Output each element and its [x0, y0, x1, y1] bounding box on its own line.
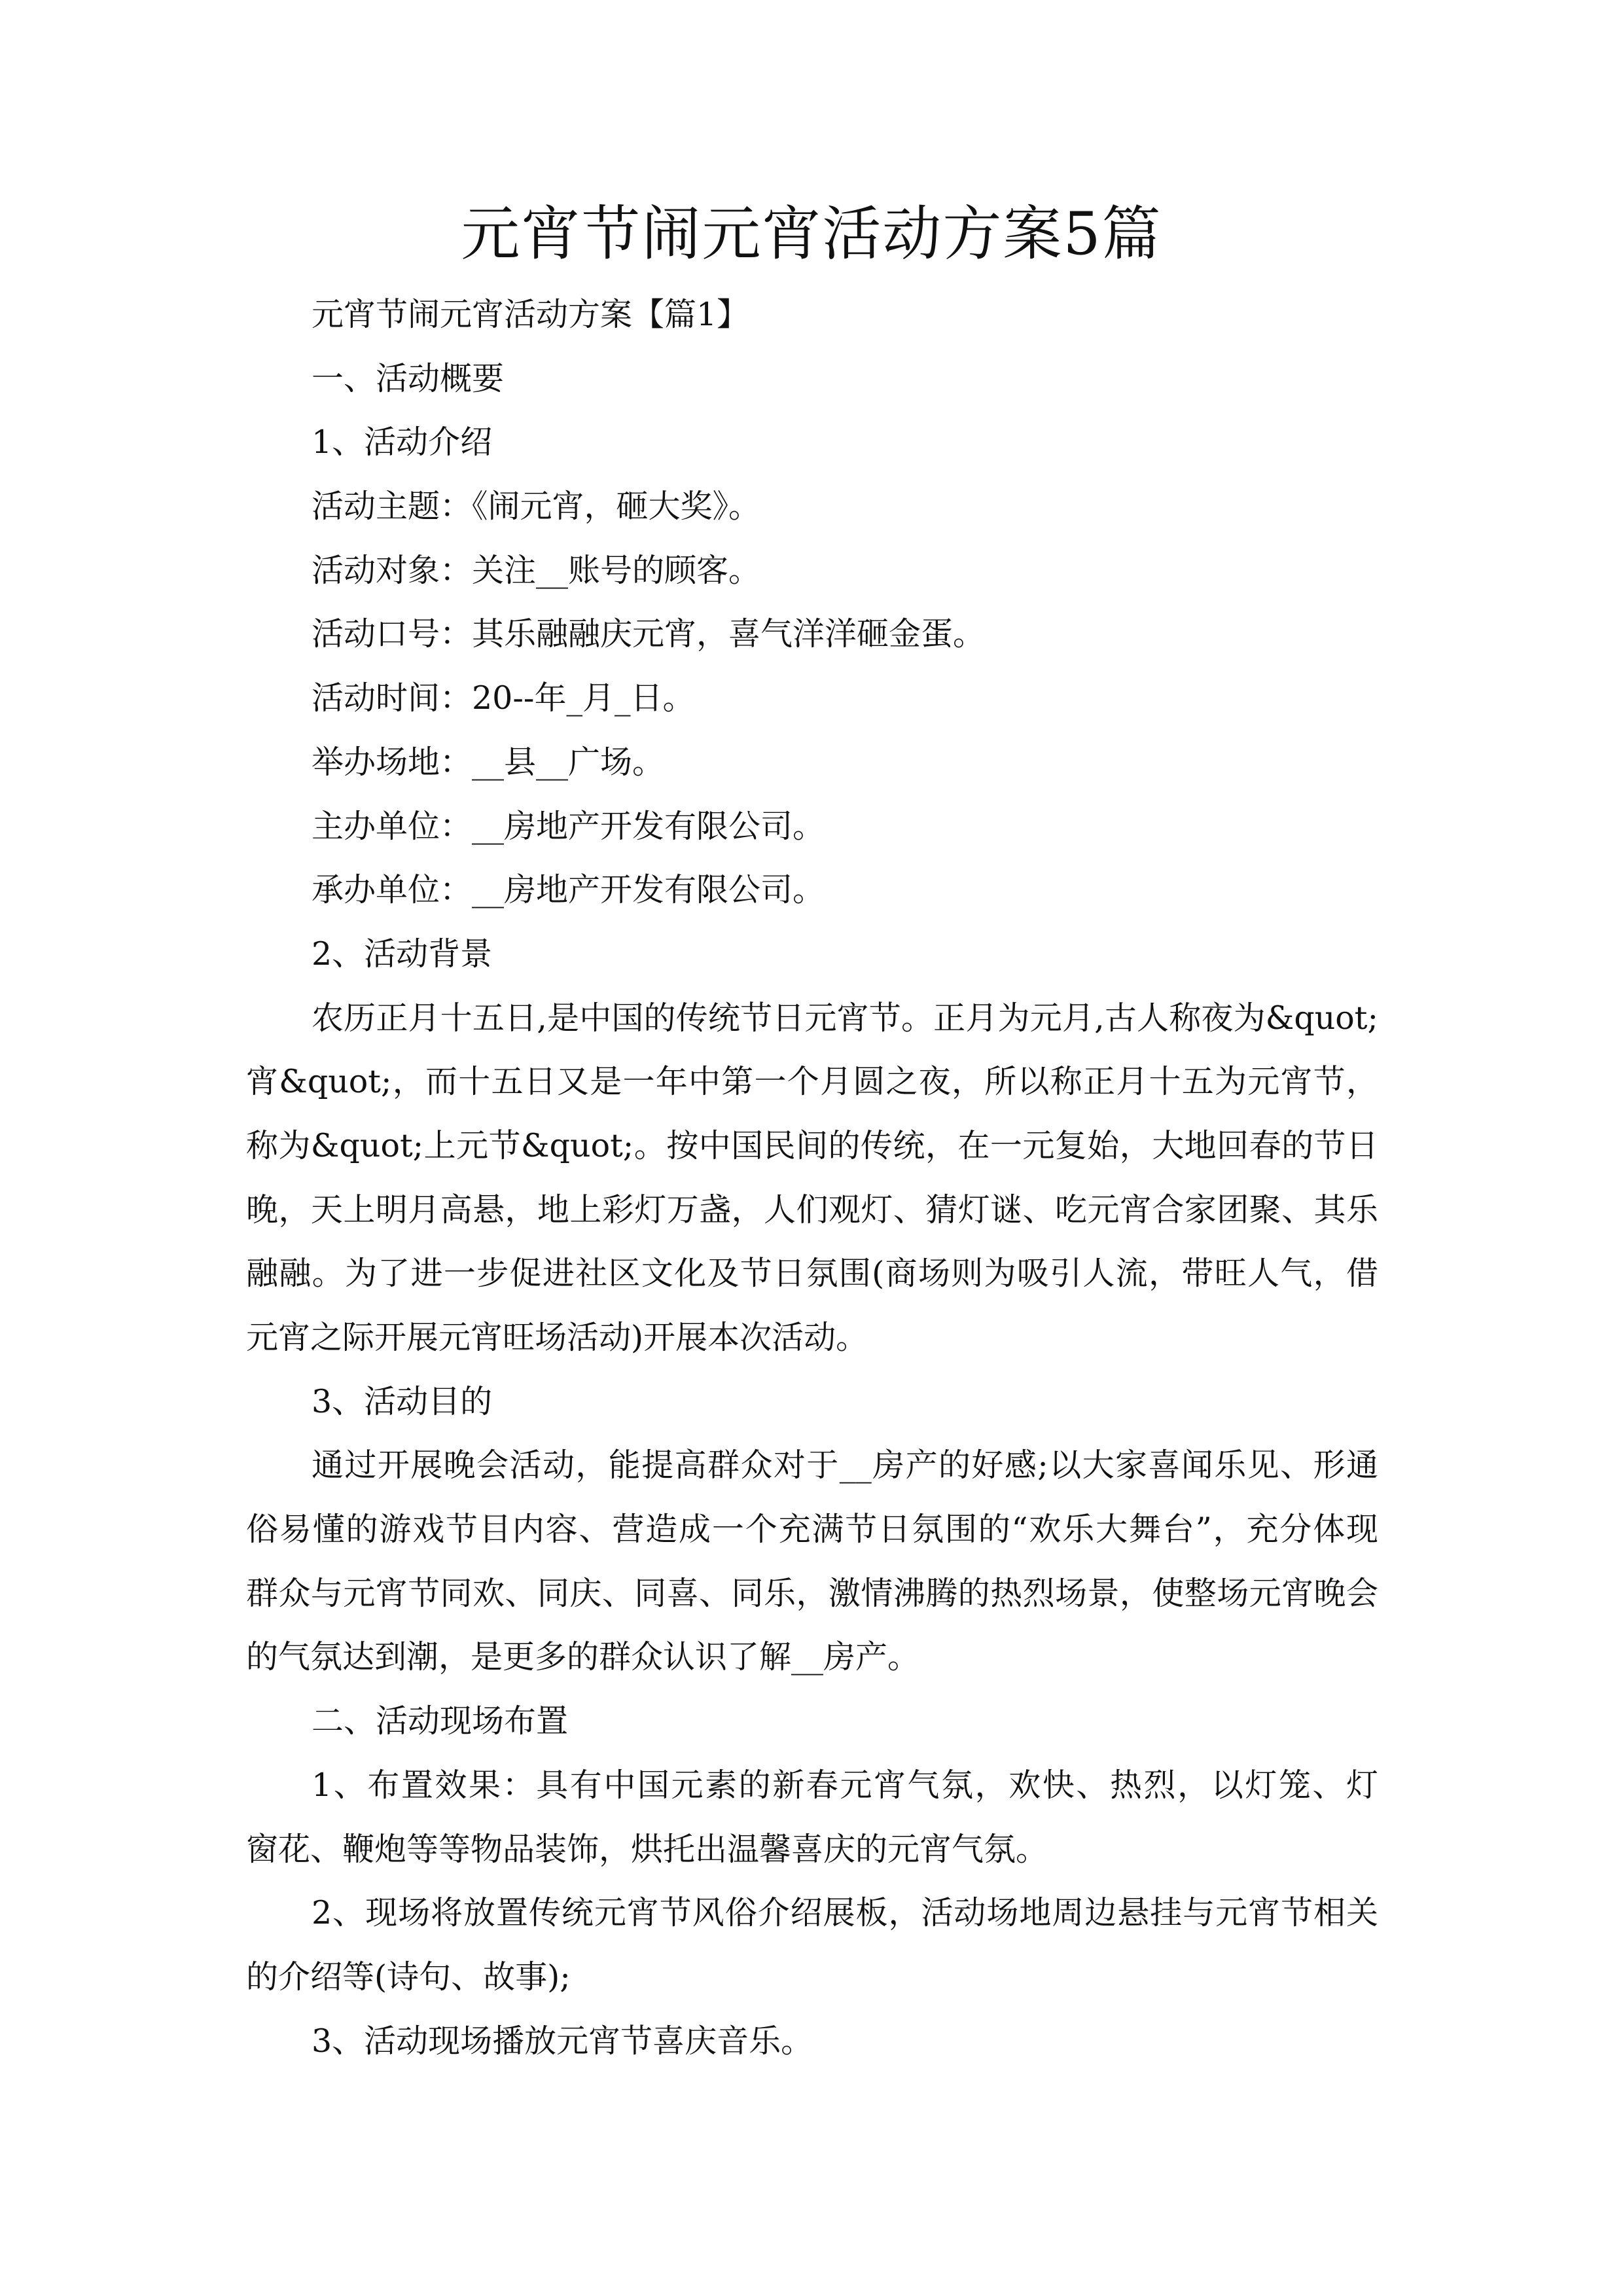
background-line: 融融。为了进一步促进社区文化及节日氛围(商场则为吸引人流，带旺人气，借 — [246, 1255, 1378, 1293]
intro-organizer: 承办单位：__房地产开发有限公司。 — [312, 871, 825, 909]
background-line: 农历正月十五日,是中国的传统节日元宵节。正月为元月,古人称夜为&quot; — [312, 999, 1378, 1037]
purpose-line: 通过开展晚会活动，能提高群众对于__房产的好感;以大家喜闻乐见、形通 — [312, 1446, 1378, 1484]
intro-time: 活动时间：20--年_月_日。 — [312, 679, 695, 717]
document-body — [246, 283, 1378, 2073]
purpose-line: 俗易懂的游戏节目内容、营造成一个充满节日氛围的“欢乐大舞台”，充分体现 — [246, 1511, 1378, 1549]
layout-item-1-line: 窗花、鞭炮等等物品装饰，烘托出温馨喜庆的元宵气氛。 — [246, 1830, 1048, 1868]
heading-intro: 1、活动介绍 — [312, 423, 493, 461]
background-line: 晚，天上明月高悬，地上彩灯万盏，人们观灯、猜灯谜、吃元宵合家团聚、其乐 — [246, 1191, 1378, 1229]
heading-site-layout: 二、活动现场布置 — [312, 1702, 569, 1740]
layout-item-3: 3、活动现场播放元宵节喜庆音乐。 — [312, 2022, 813, 2060]
background-line: 宵&quot;，而十五日又是一年中第一个月圆之夜，所以称正月十五为元宵节， — [246, 1063, 1378, 1101]
purpose-line: 的气氛达到潮，是更多的群众认识了解__房产。 — [246, 1638, 920, 1676]
layout-item-2-line: 的介绍等(诗句、故事); — [246, 1958, 571, 1996]
heading-overview: 一、活动概要 — [312, 359, 505, 397]
background-line: 元宵之际开展元宵旺场活动)开展本次活动。 — [246, 1319, 868, 1356]
background-line: 称为&quot;上元节&quot;。按中国民间的传统，在一元复始，大地回春的节日 — [246, 1126, 1378, 1164]
intro-theme: 活动主题：《闹元宵，砸大奖》。 — [312, 488, 761, 526]
intro-host: 主办单位：__房地产开发有限公司。 — [312, 807, 825, 845]
purpose-line: 群众与元宵节同欢、同庆、同喜、同乐，激情沸腾的热烈场景，使整场元宵晚会 — [246, 1574, 1378, 1612]
heading-purpose: 3、活动目的 — [312, 1382, 493, 1420]
layout-item-2-line: 2、现场将放置传统元宵节风俗介绍展板，活动场地周边悬挂与元宵节相关 — [312, 1894, 1378, 1932]
section-title: 元宵节闹元宵活动方案【篇1】 — [312, 296, 749, 333]
layout-item-1-line: 1、布置效果：具有中国元素的新春元宵气氛，欢快、热烈，以灯笼、灯 — [312, 1766, 1378, 1804]
document-title: 元宵节闹元宵活动方案5篇 — [461, 200, 1162, 268]
heading-background: 2、活动背景 — [312, 935, 493, 973]
intro-audience: 活动对象：关注__账号的顾客。 — [312, 551, 761, 589]
intro-venue: 举办场地：__县__广场。 — [312, 743, 665, 781]
intro-slogan: 活动口号：其乐融融庆元宵，喜气洋洋砸金蛋。 — [312, 615, 986, 653]
